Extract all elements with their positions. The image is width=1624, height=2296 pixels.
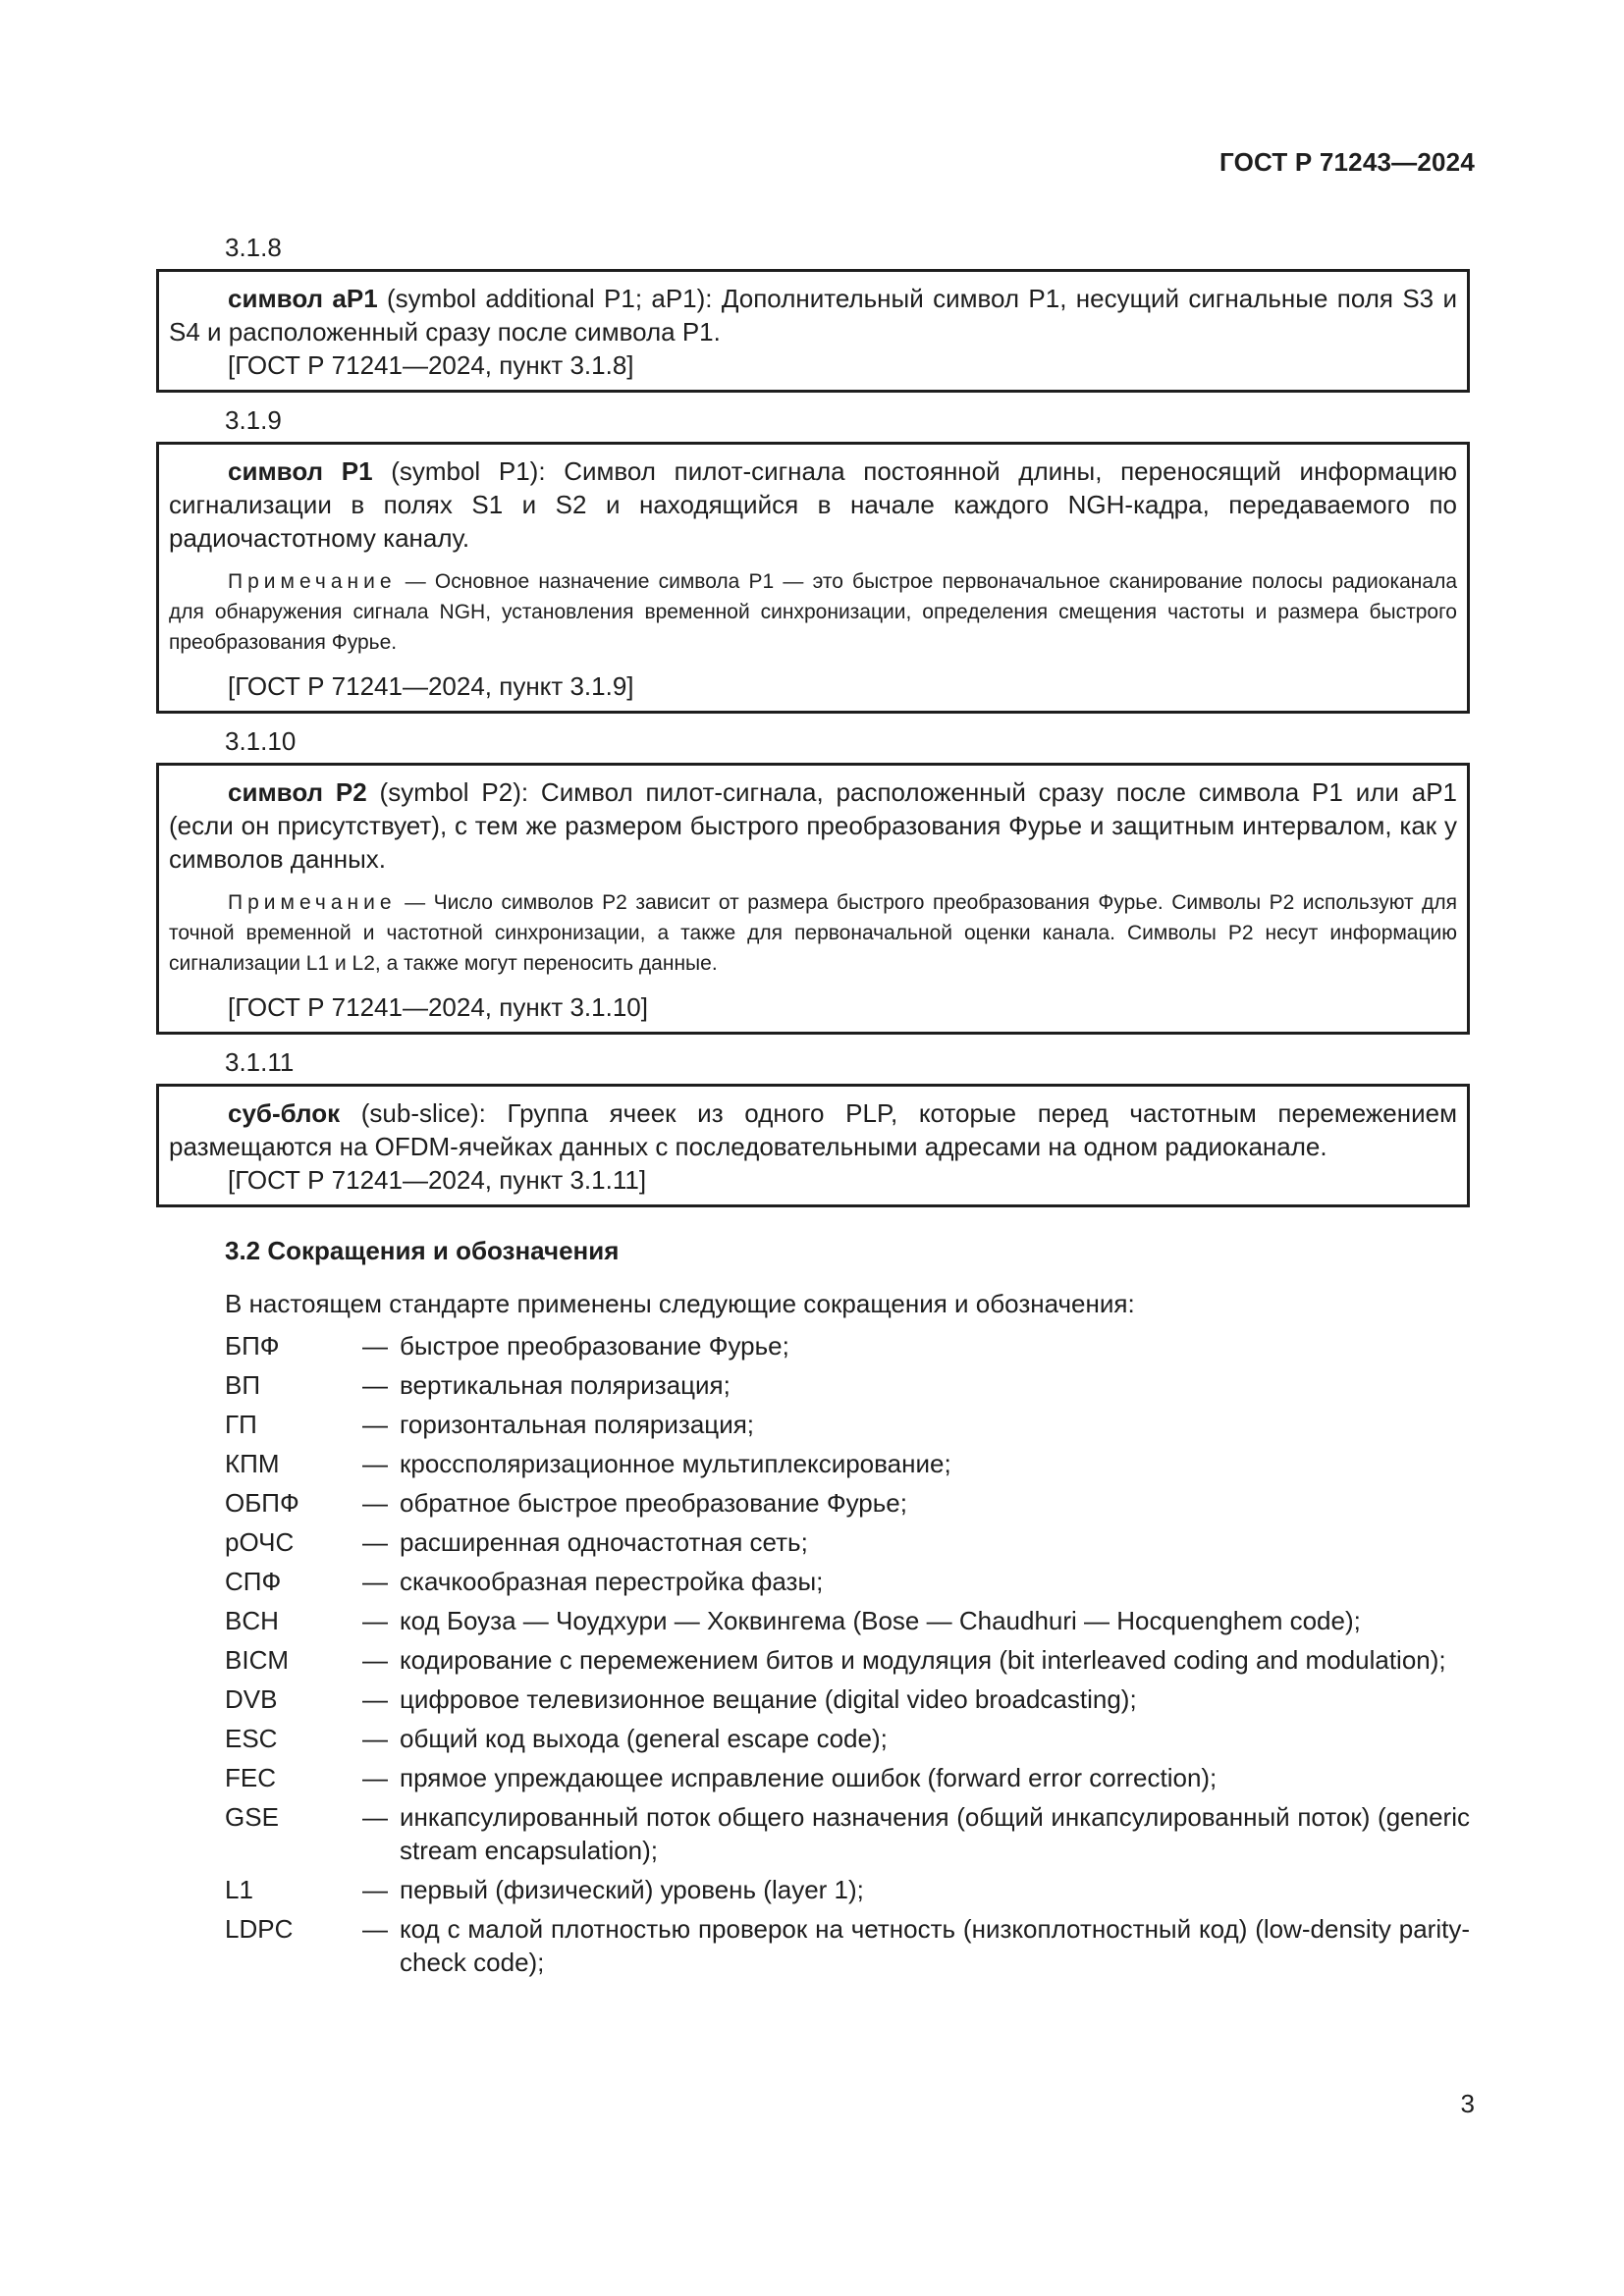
abbreviation-description: скачкообразная перестройка фазы; bbox=[400, 1567, 824, 1596]
term-definition bbox=[169, 282, 1457, 348]
abbreviation-key: ESC bbox=[225, 1724, 278, 1753]
dash: — bbox=[362, 1875, 388, 1904]
abbreviation-description: прямое упреждающее исправление ошибок (forward error correction); bbox=[400, 1763, 1218, 1792]
abbreviation-item bbox=[156, 1525, 1470, 1559]
abbreviation-description: цифровое телевизионное вещание (digital video broadcasting); bbox=[400, 1684, 1137, 1714]
term-text: (symbol additional P1; aP1): Дополнительный символ P1, несущий сигнальные поля S3 и S4 и расположенный сразу после символа P1. bbox=[169, 284, 1457, 347]
term-source: [ГОСТ Р 71241—2024, пункт 3.1.9] bbox=[228, 671, 634, 701]
abbreviation-key: ОБПФ bbox=[225, 1488, 299, 1518]
abbreviation-key: БПФ bbox=[225, 1331, 280, 1361]
abbreviation-description: код Боуза — Чоудхури — Хоквингема (Bose — Chaudhuri — Hocquenghem code); bbox=[400, 1606, 1361, 1635]
dash: — bbox=[362, 1645, 388, 1675]
abbreviation-item bbox=[156, 1604, 1470, 1637]
abbreviation-description: обратное быстрое преобразование Фурье; bbox=[400, 1488, 907, 1518]
abbreviation-item bbox=[156, 1873, 1470, 1906]
abbreviation-key: L1 bbox=[225, 1875, 253, 1904]
dash: — bbox=[362, 1527, 388, 1557]
abbreviation-description: быстрое преобразование Фурье; bbox=[400, 1331, 789, 1361]
dash: — bbox=[362, 1802, 388, 1832]
dash: — bbox=[362, 1410, 388, 1439]
dash: — bbox=[362, 1724, 388, 1753]
abbreviation-item bbox=[156, 1329, 1470, 1362]
abbreviation-item bbox=[156, 1643, 1470, 1677]
abbreviation-item bbox=[156, 1408, 1470, 1441]
abbreviation-key: BICM bbox=[225, 1645, 289, 1675]
abbreviation-key: рОЧС bbox=[225, 1527, 295, 1557]
term-box-3-1-9 bbox=[156, 442, 1470, 714]
term-text: (symbol P1): Символ пилот-сигнала постоянной длины, переносящий информацию сигнализации в полях S1 и S2 и находящийся в начале каждого NGH-кадра, передаваемого по радиочастотному каналу. bbox=[169, 456, 1458, 553]
dash: — bbox=[362, 1488, 388, 1518]
abbreviation-description: вертикальная поляризация; bbox=[400, 1370, 731, 1400]
term-source: [ГОСТ Р 71241—2024, пункт 3.1.10] bbox=[228, 992, 648, 1022]
abbreviation-description: первый (физический) уровень (layer 1); bbox=[400, 1875, 864, 1904]
document-id-header: ГОСТ Р 71243—2024 bbox=[1219, 147, 1475, 177]
abbreviation-key: ГП bbox=[225, 1410, 257, 1439]
term-number: 3.1.11 bbox=[225, 1047, 295, 1077]
abbreviation-key: ВП bbox=[225, 1370, 261, 1400]
abbreviation-item bbox=[156, 1912, 1470, 1979]
term-text: (sub-slice): Группа ячеек из одного PLP, которые перед частотным перемежением размещаются на OFDM-ячейках данных с последовательными адресами на одном радиоканале. bbox=[169, 1098, 1457, 1161]
term-source: [ГОСТ Р 71241—2024, пункт 3.1.11] bbox=[228, 1165, 647, 1195]
note-label: Примечание bbox=[228, 570, 397, 593]
dash: — bbox=[362, 1567, 388, 1596]
term-box-3-1-11 bbox=[156, 1084, 1470, 1207]
term-source: [ГОСТ Р 71241—2024, пункт 3.1.8] bbox=[228, 350, 634, 380]
term-note bbox=[169, 887, 1457, 979]
note-text: — Число символов P2 зависит от размера быстрого преобразования Фурье. Символы P2 используют для точной временной и частотной синхронизации, а также для первоначальной оценки канала. Символы P2 несут информацию сигнализации L1 и L2, а также могут переносить данные. bbox=[169, 891, 1457, 975]
dash: — bbox=[362, 1763, 388, 1792]
abbreviation-key: GSE bbox=[225, 1802, 279, 1832]
term-box-3-1-10 bbox=[156, 763, 1470, 1035]
section-title: 3.2 Сокращения и обозначения bbox=[225, 1236, 620, 1265]
abbreviation-description: горизонтальная поляризация; bbox=[400, 1410, 755, 1439]
term-definition bbox=[169, 454, 1457, 555]
page-number: 3 bbox=[1460, 2089, 1475, 2118]
abbreviation-description: код с малой плотностью проверок на четность (низкоплотностный код) (low-density parity-check code); bbox=[400, 1914, 1470, 1977]
dash: — bbox=[362, 1606, 388, 1635]
term-definition bbox=[169, 775, 1457, 876]
abbreviation-key: DVB bbox=[225, 1684, 278, 1714]
abbreviation-item bbox=[156, 1447, 1470, 1480]
abbreviation-key: СПФ bbox=[225, 1567, 282, 1596]
abbreviation-item bbox=[156, 1682, 1470, 1716]
term-name: символ P1 bbox=[228, 456, 373, 486]
abbreviation-description: инкапсулированный поток общего назначения (общий инкапсулированный поток) (generic stream encapsulation); bbox=[400, 1802, 1470, 1865]
note-text: — Основное назначение символа P1 — это быстрое первоначальное сканирование полосы радиоканала для обнаружения сигнала NGH, установления временной синхронизации, определения смещения частоты и размера быстрого преобразования Фурье. bbox=[169, 570, 1457, 654]
term-text: (symbol P2): Символ пилот-сигнала, расположенный сразу после символа P1 или aP1 (если он присутствует), с тем же размером быстрого преобразования Фурье и защитным интервалом, как у символов данных. bbox=[169, 777, 1458, 874]
term-name: символ aP1 bbox=[228, 284, 378, 313]
dash: — bbox=[362, 1914, 388, 1944]
dash: — bbox=[362, 1331, 388, 1361]
term-number: 3.1.8 bbox=[225, 233, 282, 262]
dash: — bbox=[362, 1449, 388, 1478]
abbreviation-description: общий код выхода (general escape code); bbox=[400, 1724, 888, 1753]
abbreviation-item bbox=[156, 1722, 1470, 1755]
abbreviation-description: расширенная одночастотная сеть; bbox=[400, 1527, 808, 1557]
dash: — bbox=[362, 1684, 388, 1714]
abbreviation-item bbox=[156, 1486, 1470, 1520]
term-note bbox=[169, 566, 1457, 658]
term-number: 3.1.9 bbox=[225, 405, 282, 435]
abbreviation-description: кодирование с перемежением битов и модуляция (bit interleaved coding and modulation); bbox=[400, 1645, 1446, 1675]
term-number: 3.1.10 bbox=[225, 726, 297, 756]
abbreviation-description: кроссполяризационное мультиплексирование; bbox=[400, 1449, 951, 1478]
page-content bbox=[156, 226, 1470, 1979]
term-name: суб-блок bbox=[228, 1098, 341, 1128]
abbreviation-key: BCH bbox=[225, 1606, 279, 1635]
abbreviation-item bbox=[156, 1761, 1470, 1794]
abbreviation-key: LDPC bbox=[225, 1914, 294, 1944]
dash: — bbox=[362, 1370, 388, 1400]
term-definition bbox=[169, 1096, 1457, 1163]
abbreviation-item bbox=[156, 1800, 1470, 1867]
abbreviation-key: FEC bbox=[225, 1763, 276, 1792]
section-intro: В настоящем стандарте применены следующие сокращения и обозначения: bbox=[225, 1289, 1135, 1318]
abbreviation-item bbox=[156, 1565, 1470, 1598]
term-name: символ P2 bbox=[228, 777, 367, 807]
abbreviation-key: КПМ bbox=[225, 1449, 280, 1478]
note-label: Примечание bbox=[228, 891, 397, 914]
abbreviation-item bbox=[156, 1368, 1470, 1402]
term-box-3-1-8 bbox=[156, 269, 1470, 393]
abbreviation-list bbox=[156, 1329, 1470, 1979]
